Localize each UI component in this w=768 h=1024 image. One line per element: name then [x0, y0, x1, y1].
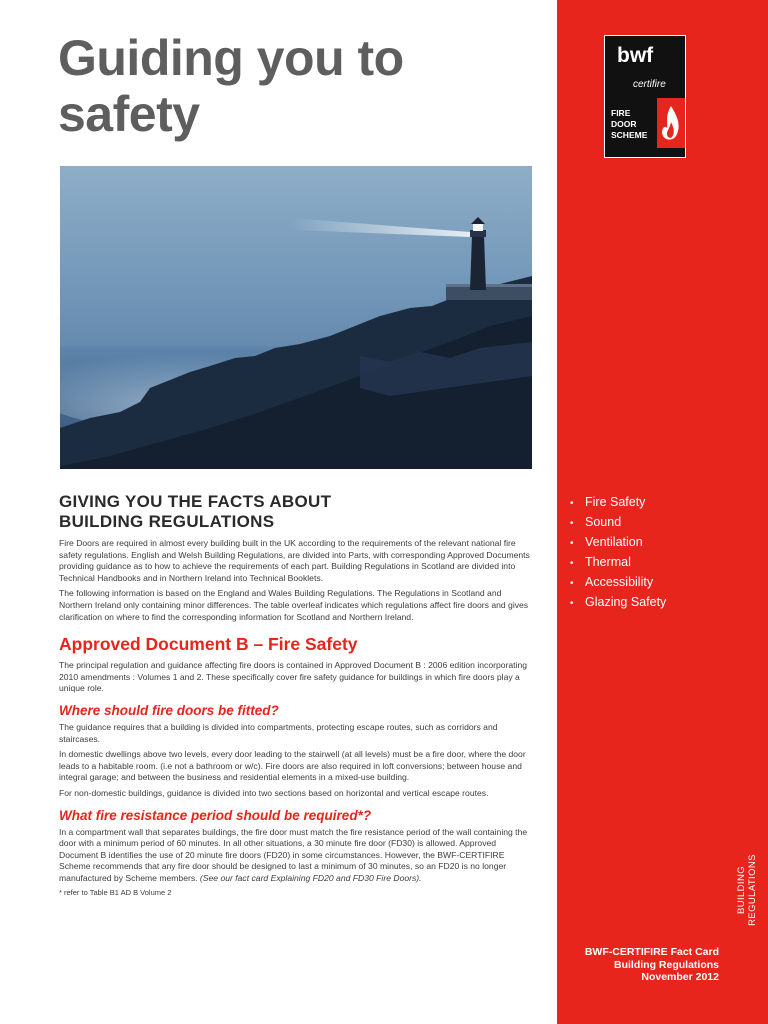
- topic-fire-safety: [570, 492, 666, 512]
- topic-sound: [570, 512, 666, 532]
- topic-label: Glazing Safety: [585, 595, 667, 609]
- main-content: [59, 492, 531, 898]
- resistance-text: In a compartment wall that separates buildings, the fire door must match the fire resistance period of the wall containing the door with a minimum period of 60 minutes. In all other situations, a 30 minute fire door (FD30) is allowed. Approved Document B identifies the use of 20 minute fire doors (FD20) in some circumstances. However, the BWF-CERTIFIRE Scheme recommends that any fire door should be designed to last a minimum of 30 minutes, so an FD20 is no longer manufactured by Scheme members.: [59, 826, 528, 883]
- logo-scheme-line2: DOOR: [611, 119, 637, 129]
- vertical-label-line2: REGULATIONS: [747, 854, 758, 926]
- vertical-label-line1: BUILDING: [736, 865, 747, 915]
- logo-scheme-line1: FIRE: [611, 108, 631, 118]
- title-line-1: Guiding you to: [58, 30, 404, 86]
- approved-document-b-paragraph: The principal regulation and guidance affecting fire doors is contained in Approved Document B : 2006 edition incorporating 2010 amendments : Volumes 1 and 2. These specifically cover fire safety guidance for buildings in which fire doors play a unique role.: [59, 660, 528, 694]
- facts-paragraph-2: The following information is based on the England and Wales Building Regulations. The Regulations in Scotland and Northern Ireland only containing minor differences. The table overleaf indicates which regulations affect fire doors and gives clarification on where to find the corresponding information for Scotland and Northern Ireland.: [59, 588, 529, 622]
- footnote: * refer to Table B1 AD B Volume 2: [59, 888, 172, 898]
- topic-label: Ventilation: [585, 535, 643, 549]
- page-title: [58, 30, 538, 142]
- logo-scheme-line3: SCHEME: [611, 130, 648, 140]
- where-fitted-paragraph-1: The guidance requires that a building is divided into compartments, protecting escape routes, such as corridors and staircases.: [59, 721, 498, 744]
- fact-card-info: [560, 946, 719, 984]
- topic-label: Sound: [585, 515, 622, 529]
- title-line-2: safety: [58, 86, 200, 142]
- facts-heading: [59, 492, 531, 532]
- bullet-icon: •: [570, 598, 574, 609]
- topic-accessibility: [570, 572, 666, 592]
- fact-card-line1: BWF-CERTIFIRE Fact Card: [584, 946, 719, 958]
- facts-heading-line2: BUILDING REGULATIONS: [59, 512, 275, 531]
- topic-glazing-safety: [570, 592, 666, 612]
- bwf-certifire-logo: [604, 35, 686, 158]
- topic-label: Fire Safety: [585, 495, 646, 509]
- topic-label: Thermal: [585, 555, 631, 569]
- bullet-icon: •: [570, 518, 574, 529]
- facts-paragraph-1: Fire Doors are required in almost every building built in the UK according to the requirements of the relevant national fire safety regulations. English and Welsh Building Regulations, are divided into Parts, with corresponding Approved Documents providing guidance as to how to achieve the requirements of each part. Building Regulations in Scotland are divided into Technical Handbooks and in Northern Ireland into Technical Booklets.: [59, 538, 530, 583]
- topic-ventilation: [570, 532, 666, 552]
- where-fitted-paragraph-2: In domestic dwellings above two levels, every door leading to the stairwell (at all levels) must be a fire door, where the door leads to a habitable room. (i.e not a bathroom or w/c). Fire doors are also required in loft conversions; between house and integral garage; and between the business and residential elements in a mixed-use building.: [59, 749, 526, 783]
- fact-card-line3: November 2012: [641, 971, 719, 983]
- resistance-paragraph: [59, 827, 531, 885]
- fact-card-reference: (See our fact card Explaining FD20 and FD30 Fire Doors).: [199, 872, 422, 883]
- bullet-icon: •: [570, 558, 574, 569]
- bullet-icon: •: [570, 498, 574, 509]
- topic-thermal: [570, 552, 666, 572]
- logo-certifire-text: certifire: [633, 79, 666, 90]
- topics-list: [570, 492, 666, 612]
- topic-label: Accessibility: [585, 575, 654, 589]
- where-fitted-heading: Where should fire doors be fitted?: [59, 702, 279, 718]
- logo-brand-text: bwf: [617, 44, 654, 67]
- bullet-icon: •: [570, 578, 574, 589]
- fact-card-line2: Building Regulations: [614, 958, 719, 971]
- facts-heading-line1: GIVING YOU THE FACTS ABOUT: [59, 492, 332, 511]
- bullet-icon: •: [570, 538, 574, 549]
- resistance-period-heading: What fire resistance period should be required*?: [59, 807, 372, 823]
- approved-document-b-heading: Approved Document B – Fire Safety: [59, 634, 358, 655]
- lighthouse-photo: [60, 166, 532, 469]
- building-regulations-vertical-label: [736, 850, 764, 930]
- where-fitted-paragraph-3: For non-domestic buildings, guidance is divided into two sections based on horizontal and vertical escape routes.: [59, 787, 489, 798]
